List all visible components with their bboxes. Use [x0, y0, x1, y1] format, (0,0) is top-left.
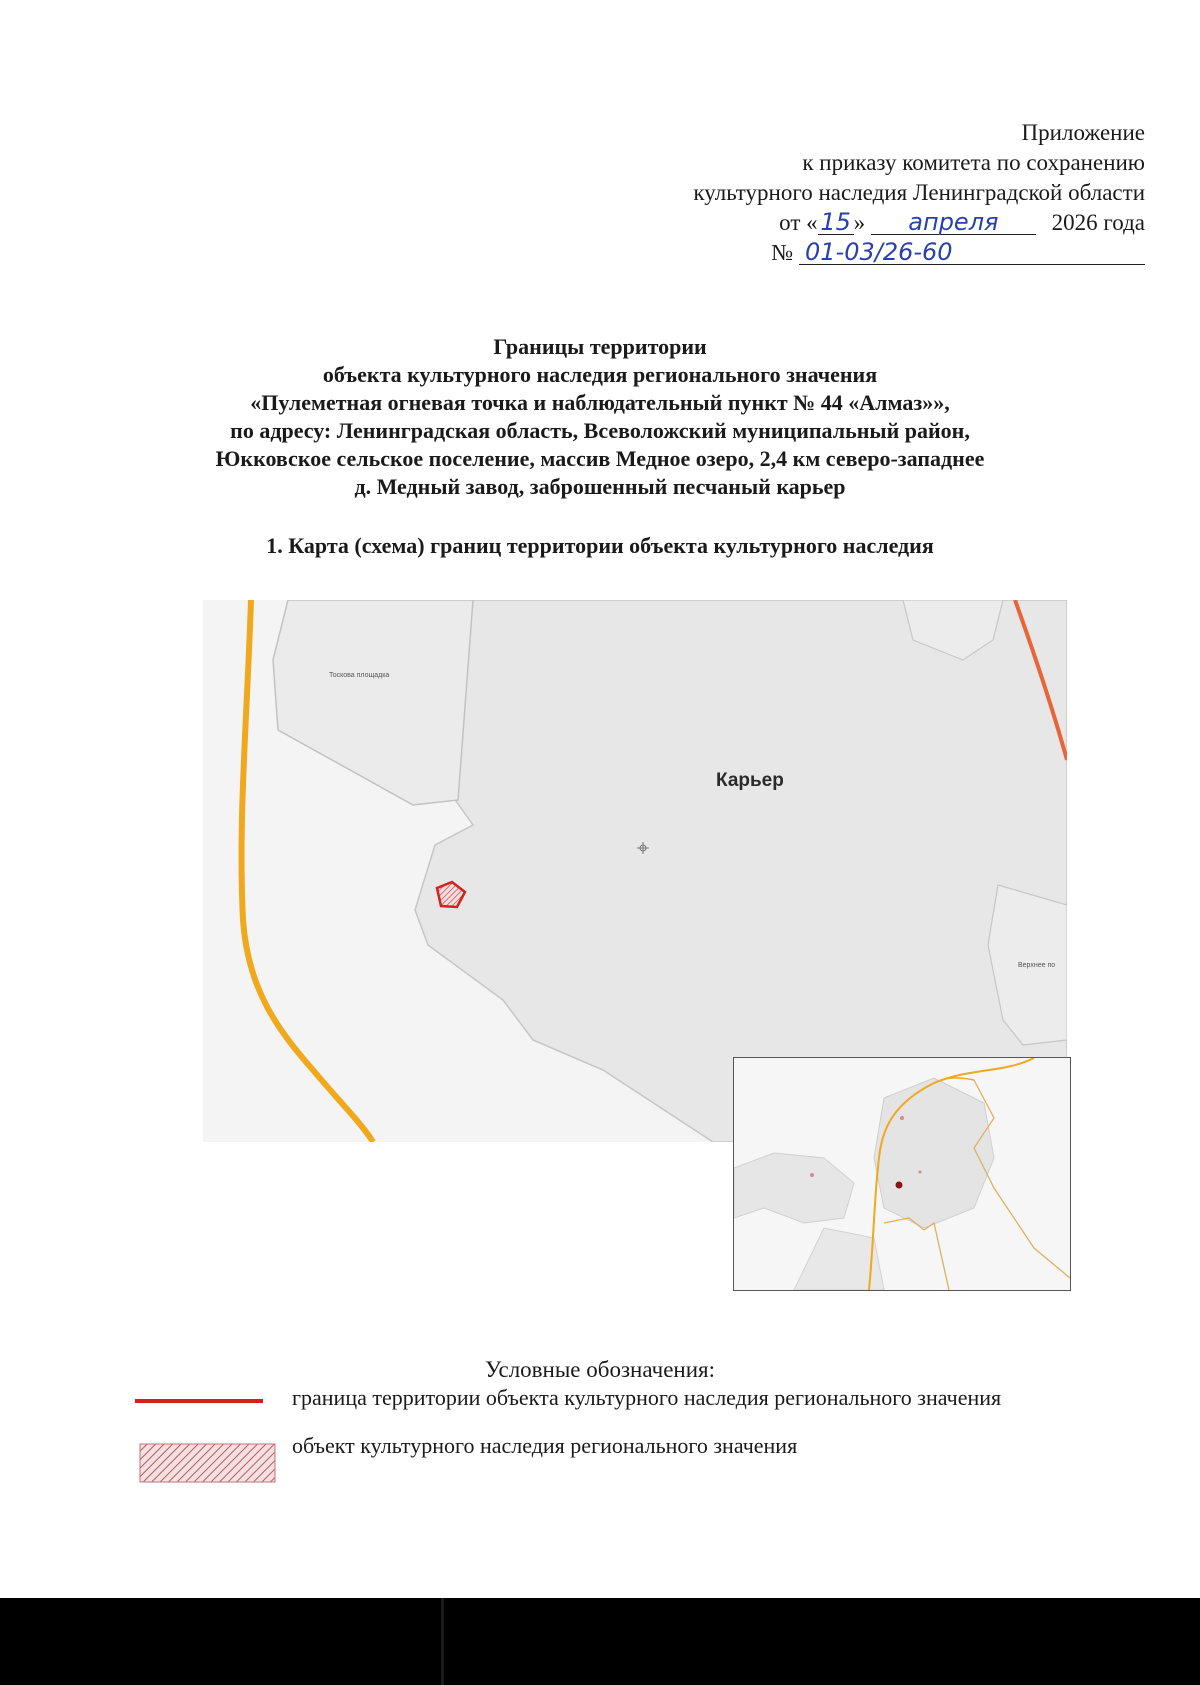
legend-title: Условные обозначения: [484, 1357, 716, 1382]
title-line-2: объекта культурного наследия регионального значения [322, 362, 878, 387]
inset-marker-north [900, 1116, 904, 1120]
order-number: 01-03/26-60 [799, 240, 1145, 265]
scan-edge-gap [441, 1598, 444, 1685]
legend-object-text: объект культурного наследия регионального значения [292, 1433, 798, 1458]
order-date-line [525, 208, 1145, 238]
inset-marker-west [810, 1173, 814, 1177]
appendix-order-line: к приказу комитета по сохранению [802, 150, 1145, 175]
legend-boundary-text: граница территории объекта культурного наследия регионального значения [292, 1385, 1002, 1410]
appendix-header [525, 118, 1145, 268]
boundary-line-swatch [135, 1397, 263, 1405]
overview-inset-map [733, 1057, 1071, 1291]
number-prefix: № [771, 240, 794, 265]
map-label-small-left: Тоскова площадка [329, 672, 390, 679]
document-title [0, 333, 1200, 501]
date-prefix: от « [779, 210, 818, 235]
inset-object-marker [896, 1182, 903, 1189]
appendix-committee-line: культурного наследия Ленинградской области [693, 180, 1145, 205]
map-label-quarry: Карьер [716, 770, 784, 791]
diagonal-hatch-swatch-icon [139, 1443, 276, 1483]
date-quote: » [853, 210, 866, 235]
inset-graphic [734, 1058, 1070, 1290]
appendix-title: Приложение [1021, 120, 1145, 145]
order-number-line [525, 238, 1145, 268]
title-line-6: д. Медный завод, заброшенный песчаный карьер [354, 474, 846, 499]
title-line-1: Границы территории [493, 334, 707, 359]
date-month: апреля [871, 210, 1036, 235]
section-title: 1. Карта (схема) границ территории объекта культурного наследия [266, 533, 934, 558]
date-day: 15 [818, 210, 854, 235]
scan-edge-bar [0, 1598, 1200, 1685]
title-line-3: «Пулеметная огневая точка и наблюдательный пункт № 44 «Алмаз»», [250, 390, 950, 415]
date-year: 2026 года [1051, 210, 1145, 235]
inset-marker-east [919, 1171, 922, 1174]
title-line-4: по адресу: Ленинградская область, Всеволожский муниципальный район, [230, 418, 970, 443]
title-line-5: Юкковское сельское поселение, массив Медное озеро, 2,4 км северо-западнее [215, 446, 985, 471]
map-label-small-right: Верхнее по [1018, 962, 1056, 969]
